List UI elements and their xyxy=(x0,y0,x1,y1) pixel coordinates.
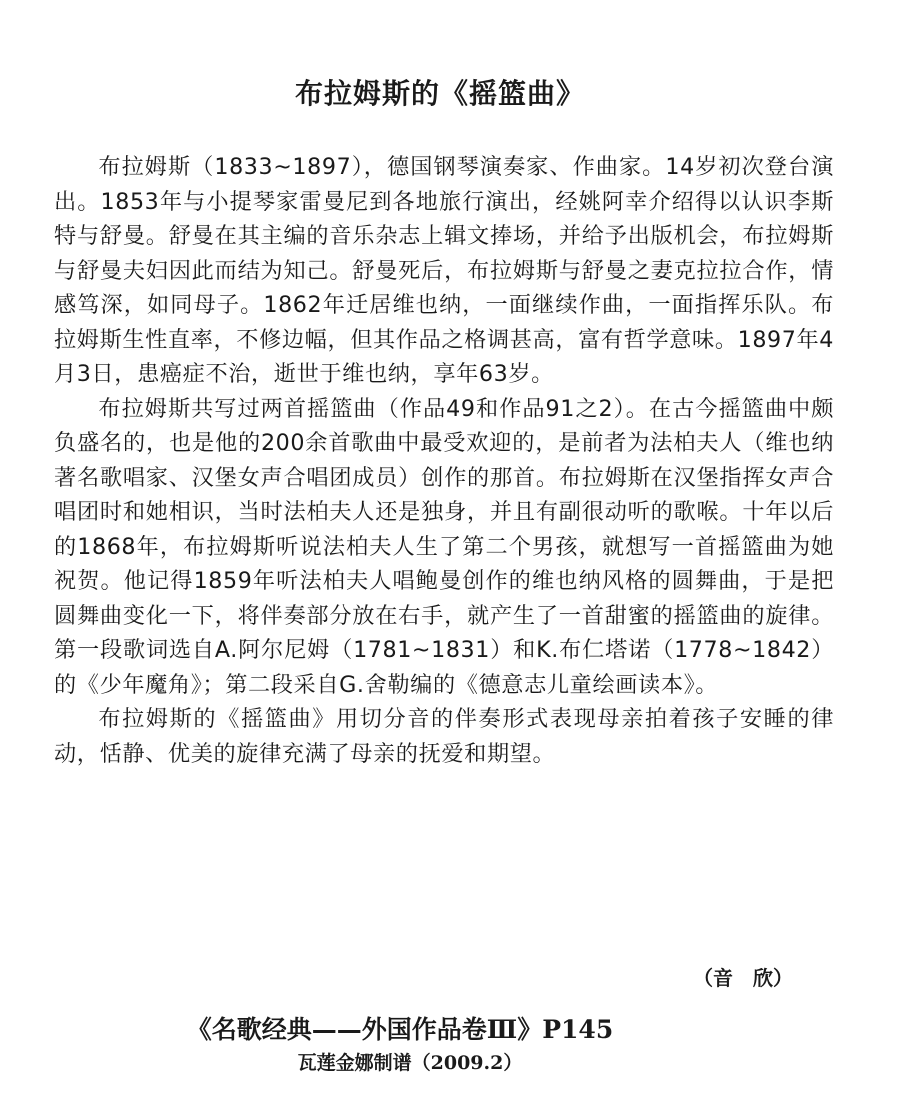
source-citation: 《名歌经典——外国作品卷Ⅲ》P145 xyxy=(186,1015,614,1044)
author-signature: （音 欣） xyxy=(693,966,793,990)
article-body xyxy=(54,150,834,771)
paragraph-lullaby-description: 布拉姆斯的《摇篮曲》用切分音的伴奏形式表现母亲拍着孩子安睡的律动，恬静、优美的旋律充满了母亲的抚爱和期望。 xyxy=(54,706,834,767)
paragraph-lullaby-history: 布拉姆斯共写过两首摇篮曲（作品49和作品91之2）。在古今摇篮曲中颇负盛名的，也是他的200余首歌曲中最受欢迎的，是前者为法柏夫人（维也纳著名歌唱家、汉堡女声合唱团成员）创作的那首。布拉姆斯在汉堡指挥女声合唱团时和她相识，当时法柏夫人还是独身，并且有副很动听的歌喉。十年以后的1868年，布拉姆斯听说法柏夫人生了第二个男孩，就想写一首摇篮曲为她祝贺。他记得1859年听法柏夫人唱鲍曼创作的维也纳风格的圆舞曲，于是把圆舞曲变化一下，将伴奏部分放在右手，就产生了一首甜蜜的摇篮曲的旋律。第一段歌词选自A.阿尔尼姆（1781~1831）和K.布仁塔诺（1778~1842）的《少年魔角》；第二段采自G.舍勒编的《德意志儿童绘画读本》。 xyxy=(54,395,834,698)
paragraph-biography: 布拉姆斯（1833~1897），德国钢琴演奏家、作曲家。14岁初次登台演出。1853年与小提琴家雷曼尼到各地旅行演出，经姚阿幸介绍得以认识李斯特与舒曼。舒曼在其主编的音乐杂志上辑文捧场，并给予出版机会，布拉姆斯与舒曼夫妇因此而结为知己。舒曼死后，布拉姆斯与舒曼之妻克拉拉合作，情感笃深，如同母子。1862年迁居维也纳，一面继续作曲，一面指挥乐队。布拉姆斯生性直率，不修边幅，但其作品之格调甚高，富有哲学意味。1897年4月3日，患癌症不治，逝世于维也纳，享年63岁。 xyxy=(54,154,834,387)
score-credit: 瓦莲金娜制谱（2009.2） xyxy=(297,1052,523,1074)
article-title: 布拉姆斯的《摇篮曲》 xyxy=(294,77,585,110)
